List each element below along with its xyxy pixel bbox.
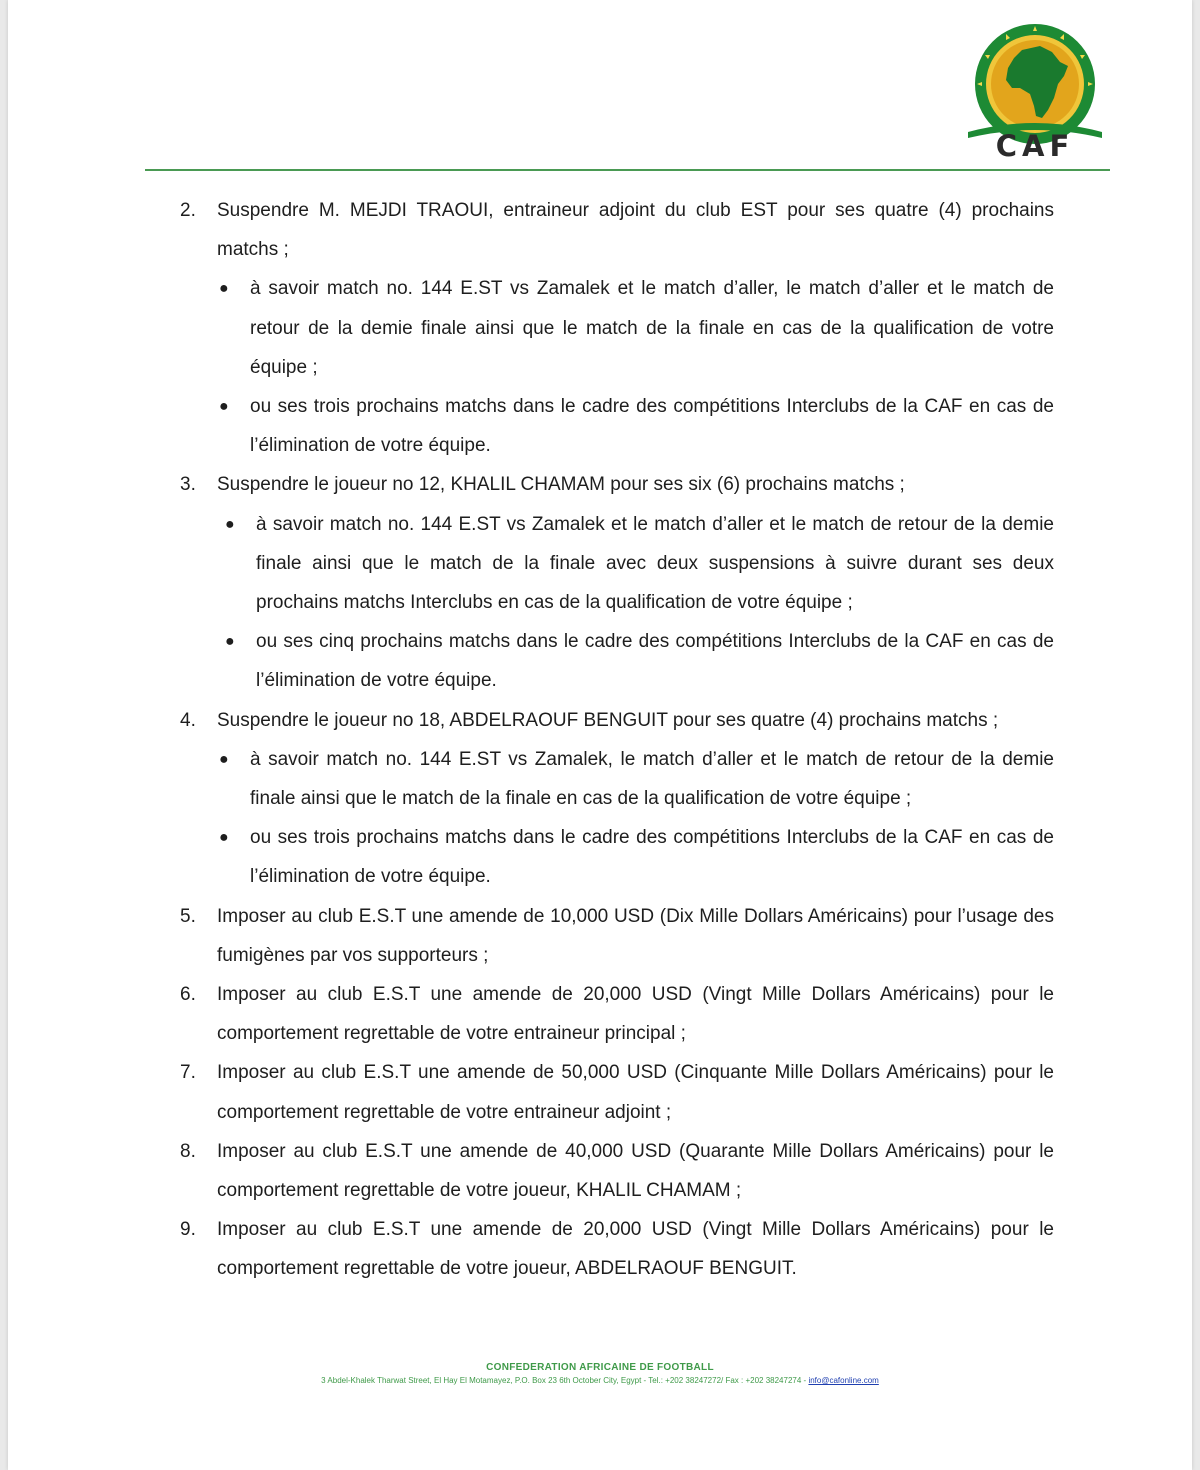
decision-item-4 — [180, 701, 1054, 740]
bullet-text: ou ses trois prochains matchs dans le cadre des compétitions Interclubs de la CAF en cas de l’élimination de votre équipe. — [250, 827, 1054, 888]
item-number: 7. — [180, 1062, 196, 1084]
bullet-icon: ● — [225, 515, 235, 533]
item-number: 5. — [180, 905, 196, 927]
bullet-text: à savoir match no. 144 E.ST vs Zamalek et le match d’aller, le match d’aller et le match de retour de la demie finale ainsi que le match de la finale en cas de la qualification de votre équipe ; — [250, 278, 1054, 378]
bullet-item — [180, 387, 1054, 465]
decision-list — [180, 191, 1054, 1289]
item-text: Imposer au club E.S.T une amende de 40,000 USD (Quarante Mille Dollars Américains) pour le comportement regrettable de votre joueur, KHALIL CHAMAM ; — [217, 1140, 1054, 1202]
bullet-text: ou ses trois prochains matchs dans le cadre des compétitions Interclubs de la CAF en cas de l’élimination de votre équipe. — [250, 396, 1054, 457]
item-text: Imposer au club E.S.T une amende de 50,000 USD (Cinquante Mille Dollars Américains) pour le comportement regrettable de votre entraineur adjoint ; — [217, 1062, 1054, 1123]
bullet-item — [180, 740, 1054, 818]
decision-item-5 — [180, 897, 1054, 975]
bullet-icon: ● — [225, 633, 235, 651]
item-text: Imposer au club E.S.T une amende de 10,000 USD (Dix Mille Dollars Américains) pour l’usage des fumigènes par vos supporteurs ; — [217, 905, 1054, 966]
page-footer — [0, 1362, 1200, 1385]
footer-organization: CONFEDERATION AFRICAINE DE FOOTBALL — [486, 1362, 714, 1373]
header-rule — [145, 169, 1110, 171]
item-number: 9. — [180, 1219, 196, 1241]
bullet-text: ou ses cinq prochains matchs dans le cadre des compétitions Interclubs de la CAF en cas de l’élimination de votre équipe. — [256, 631, 1054, 692]
bullet-icon: ● — [219, 398, 229, 416]
item-number: 2. — [180, 200, 196, 221]
item-number: 3. — [180, 474, 196, 496]
bullet-icon: ● — [219, 750, 229, 768]
caf-logo-text: CAF — [995, 129, 1075, 163]
bullet-text: à savoir match no. 144 E.ST vs Zamalek et le match d’aller et le match de retour de la demie finale ainsi que le match de la finale avec deux suspensions à suivre durant ses deux prochains matchs Interclubs en cas de la qualification de votre équipe ; — [256, 513, 1054, 614]
decision-item-9 — [180, 1210, 1054, 1288]
decision-item-2 — [180, 191, 1054, 269]
decision-item-3 — [180, 465, 1054, 504]
footer-address-line — [0, 1376, 1200, 1385]
item-number: 4. — [180, 709, 196, 731]
bullet-item — [180, 269, 1054, 387]
item-text: Suspendre le joueur no 12, KHALIL CHAMAM pour ses six (6) prochains matchs ; — [217, 474, 905, 496]
item-text: Suspendre le joueur no 18, ABDELRAOUF BENGUIT pour ses quatre (4) prochains matchs ; — [217, 709, 999, 731]
bullet-list — [180, 740, 1054, 897]
item-text: Imposer au club E.S.T une amende de 20,000 USD (Vingt Mille Dollars Américains) pour le comportement regrettable de votre entraineur principal ; — [217, 984, 1054, 1045]
item-text: Imposer au club E.S.T une amende de 20,000 USD (Vingt Mille Dollars Américains) pour le comportement regrettable de votre joueur, ABDELRAOUF BENGUIT. — [217, 1219, 1054, 1280]
bullet-list — [180, 505, 1054, 701]
footer-address: 3 Abdel-Khalek Tharwat Street, El Hay El Motamayez, P.O. Box 23 6th October City, Egypt - Tel.: +202 38247272/ Fax : +202 38247274 - — [321, 1376, 807, 1385]
decision-item-6 — [180, 975, 1054, 1053]
bullet-item — [180, 505, 1054, 623]
bullet-icon: ● — [219, 829, 229, 847]
bullet-item — [180, 622, 1054, 700]
item-text: Suspendre M. MEJDI TRAOUI, entraineur adjoint du club EST pour ses quatre (4) prochains matchs ; — [217, 200, 1054, 261]
bullet-text: à savoir match no. 144 E.ST vs Zamalek, le match d’aller et le match de retour de la demie finale ainsi que le match de la finale en cas de la qualification de votre équipe ; — [250, 748, 1054, 810]
item-number: 6. — [180, 984, 196, 1006]
footer-email-link[interactable]: info@cafonline.com — [808, 1376, 879, 1385]
document-page — [8, 0, 1192, 1470]
bullet-list — [180, 269, 1054, 465]
decision-item-7 — [180, 1053, 1054, 1131]
decision-item-8 — [180, 1132, 1054, 1210]
bullet-item — [180, 818, 1054, 896]
item-number: 8. — [180, 1140, 196, 1162]
bullet-icon: ● — [219, 280, 229, 298]
